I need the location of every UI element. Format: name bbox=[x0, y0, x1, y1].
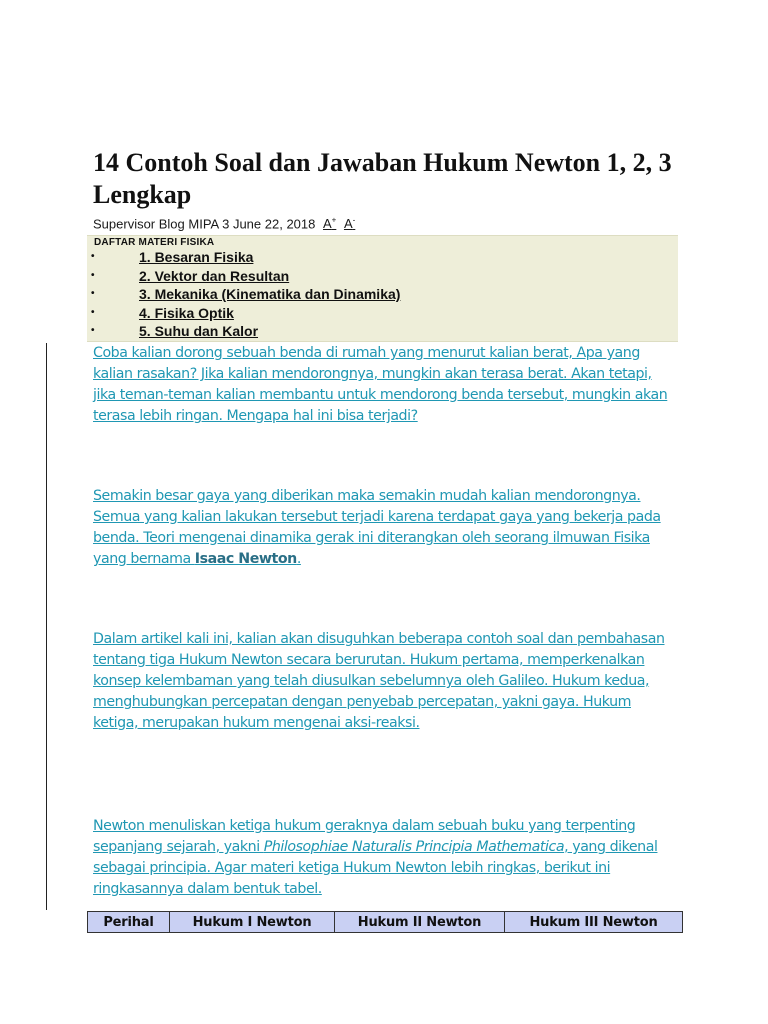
paragraph-text: . bbox=[296, 551, 301, 567]
toc-item bbox=[87, 304, 678, 323]
toc-item bbox=[87, 267, 678, 286]
toc-item bbox=[87, 322, 678, 341]
paragraph-text: , yang dikenal sebagai principia. Agar materi ketiga Hukum Newton lebih ringkas, berikut ini ringkasannya dalam bentuk tabel. bbox=[93, 839, 658, 897]
toc-heading: DAFTAR MATERI FISIKA bbox=[94, 237, 215, 248]
toc-link-vektor-resultan[interactable]: 2. Vektor dan Resultan bbox=[139, 267, 290, 284]
plus-icon: + bbox=[331, 216, 337, 225]
paragraph-text: Newton menuliskan ketiga hukum geraknya dalam sebuah buku yang terpenting sepanjang sejarah, yakni bbox=[93, 818, 636, 855]
toc-link-suhu-kalor[interactable]: 5. Suhu dan Kalor bbox=[139, 323, 259, 339]
font-decrease-letter: A bbox=[343, 216, 353, 232]
paragraph-newton-theory[interactable] bbox=[93, 486, 678, 570]
font-increase-button[interactable] bbox=[323, 216, 336, 231]
column-header-hukum-2: Hukum II Newton bbox=[335, 912, 505, 933]
isaac-newton-name: Isaac Newton bbox=[194, 551, 297, 567]
paragraph-text: Semakin besar gaya yang diberikan maka semakin mudah kalian mendorongnya. Semua yang kalian lakukan tersebut terjadi karena terdapat gaya yang bekerja pada benda. Teori mengenai dinamika gerak ini diterangkan oleh seorang ilmuwan Fisika yang bernama bbox=[93, 488, 661, 567]
bullet-icon: • bbox=[91, 251, 95, 262]
paragraph-article-overview[interactable]: Dalam artikel kali ini, kalian akan disuguhkan beberapa contoh soal dan pembahasan tentang tiga Hukum Newton secara berurutan. Hukum pertama, memperkenalkan konsep kelembaman yang telah diusulkan sebelumnya oleh Galileo. Hukum kedua, menghubungkan percepatan dengan penyebab percepatan, yakni gaya. Hukum ketiga, merupakan hukum mengenai aksi-reaksi. bbox=[93, 631, 665, 731]
bullet-icon: • bbox=[91, 325, 95, 336]
newton-table bbox=[87, 911, 683, 933]
column-header-hukum-1: Hukum I Newton bbox=[170, 912, 335, 933]
paragraph-intro[interactable]: Coba kalian dorong sebuah benda di rumah yang menurut kalian berat, Apa yang kalian rasakan? Jika kalian mendorongnya, mungkin akan terasa berat. Akan tetapi, jika teman-teman kalian membantu untuk mendorong benda tersebut, mungkin akan terasa lebih ringan. Mengapa hal ini bisa terjadi? bbox=[93, 345, 668, 424]
table-header-row bbox=[88, 912, 683, 933]
publish-date: June 22, 2018 bbox=[232, 216, 316, 232]
bullet-icon: • bbox=[91, 306, 95, 318]
font-decrease-button[interactable] bbox=[344, 216, 355, 231]
toc-list bbox=[87, 248, 678, 341]
toc-item bbox=[87, 248, 678, 267]
toc-item bbox=[87, 285, 678, 304]
change-bar bbox=[46, 343, 47, 910]
table-of-contents bbox=[87, 235, 678, 342]
toc-link-fisika-optik[interactable]: 4. Fisika Optik bbox=[139, 304, 234, 321]
newton-summary-table bbox=[87, 911, 682, 933]
paragraph-principia[interactable] bbox=[93, 816, 678, 900]
bullet-icon: • bbox=[91, 288, 95, 299]
bullet-icon: • bbox=[91, 269, 95, 281]
minus-icon: - bbox=[352, 216, 356, 225]
article-title: 14 Contoh Soal dan Jawaban Hukum Newton 1, 2, 3 Lengkap bbox=[93, 148, 672, 209]
author-link[interactable]: Supervisor Blog MIPA 3 bbox=[93, 216, 230, 232]
font-increase-letter: A bbox=[322, 216, 332, 232]
toc-link-besaran-fisika[interactable]: 1. Besaran Fisika bbox=[139, 249, 254, 265]
toc-link-mekanika[interactable]: 3. Mekanika (Kinematika dan Dinamika) bbox=[139, 286, 401, 302]
article-meta bbox=[93, 212, 355, 233]
column-header-perihal: Perihal bbox=[88, 912, 170, 933]
column-header-hukum-3: Hukum III Newton bbox=[505, 912, 683, 933]
principia-book-title: Philosophiae Naturalis Principia Mathematica bbox=[263, 839, 565, 855]
